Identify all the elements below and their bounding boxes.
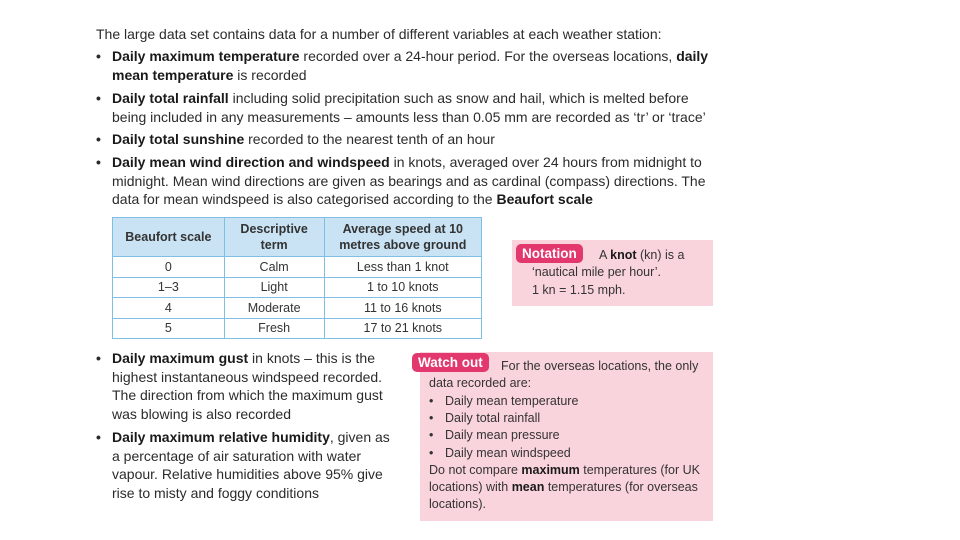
- table-cell: 17 to 21 knots: [324, 318, 481, 339]
- table-cell: 1 to 10 knots: [324, 277, 481, 298]
- table-cell: 5: [113, 318, 225, 339]
- watch-out-list: [429, 393, 578, 462]
- watch-out-intro: For the overseas locations, the only: [501, 359, 699, 373]
- list-item: • Daily total rainfall: [429, 410, 578, 427]
- bullet-icon: •: [429, 445, 434, 460]
- bullet-icon: •: [429, 411, 434, 426]
- table-cell: Calm: [224, 257, 324, 278]
- notation-box: [512, 240, 713, 306]
- column-header-speed: Average speed at 10 metres above ground: [324, 218, 481, 257]
- list-item: • Daily mean windspeed: [429, 445, 578, 462]
- table-cell: 0: [113, 257, 225, 278]
- table-cell: 1–3: [113, 277, 225, 298]
- table-cell: Fresh: [224, 318, 324, 339]
- watch-out-intro: data recorded are:: [429, 376, 532, 390]
- list-item-text: Daily total sunshine recorded to the nearest tenth of an hour: [112, 131, 495, 147]
- list-item: [96, 428, 396, 502]
- beaufort-table: [112, 217, 482, 339]
- bullet-icon: •: [96, 154, 101, 170]
- bullet-icon: •: [96, 131, 101, 147]
- column-header-beaufort: Beaufort scale: [113, 218, 225, 257]
- bullet-icon: •: [429, 394, 434, 408]
- notation-line: A knot (kn) is a: [599, 248, 685, 262]
- bullet-icon: •: [96, 90, 101, 106]
- table-cell: Less than 1 knot: [324, 257, 481, 278]
- table-row: [113, 298, 482, 319]
- bullet-icon: •: [429, 428, 434, 443]
- list-item: • Daily mean temperature: [429, 393, 578, 410]
- list-item: [96, 47, 716, 84]
- list-item-text: Daily maximum temperature recorded over a 24-hour period. For the overseas locations, daily mean temperature is recorded: [112, 48, 709, 83]
- list-item: • Daily mean pressure: [429, 427, 578, 444]
- list-item: [96, 89, 716, 126]
- table-cell: Light: [224, 277, 324, 298]
- notation-line: 1 kn = 1.15 mph.: [532, 283, 626, 297]
- list-item-text: Daily mean wind direction and windspeed in knots, averaged over 24 hours from midnight to midnight. Mean wind directions are given as bearings and as cardinal (compass) directions. The data for mean windspeed is also categorised according to the Beaufort scale: [112, 154, 706, 207]
- watch-out-box: [420, 352, 713, 521]
- table-cell: Moderate: [224, 298, 324, 319]
- list-item: [96, 130, 716, 149]
- table-cell: 4: [113, 298, 225, 319]
- list-item-text: Daily maximum gust in knots – this is the highest instantaneous windspeed recorded. The direction from which the maximum gust was blowing is also recorded: [112, 350, 383, 422]
- intro-text: The large data set contains data for a number of different variables at each weather station:: [96, 26, 662, 42]
- notation-line: ‘nautical mile per hour’.: [532, 265, 661, 279]
- table-row: [113, 318, 482, 339]
- list-item: [96, 153, 716, 209]
- watch-out-note: Do not compare maximum temperatures (for UK locations) with mean temperatures (for overseas locations).: [429, 463, 700, 512]
- table-cell: 11 to 16 knots: [324, 298, 481, 319]
- table-row: [113, 277, 482, 298]
- watch-out-tag: Watch out: [412, 353, 489, 372]
- table-row: [113, 257, 482, 278]
- bullet-icon: •: [96, 350, 101, 366]
- notation-tag: Notation: [516, 244, 583, 263]
- list-item: [96, 349, 396, 423]
- list-item-text: Daily maximum relative humidity, given as a percentage of air saturation with water vapour. Relative humidities above 95% give rise to misty and foggy conditions: [112, 429, 390, 501]
- list-item-text: Daily total rainfall including solid precipitation such as snow and hail, which is melted before being included in any measurements – amounts less than 0.05 mm are recorded as ‘tr’ or ‘trace’: [112, 90, 706, 125]
- table-header-row: [113, 218, 482, 257]
- bullet-icon: •: [96, 429, 101, 445]
- column-header-term: Descriptive term: [224, 218, 324, 257]
- bullet-icon: •: [96, 48, 101, 64]
